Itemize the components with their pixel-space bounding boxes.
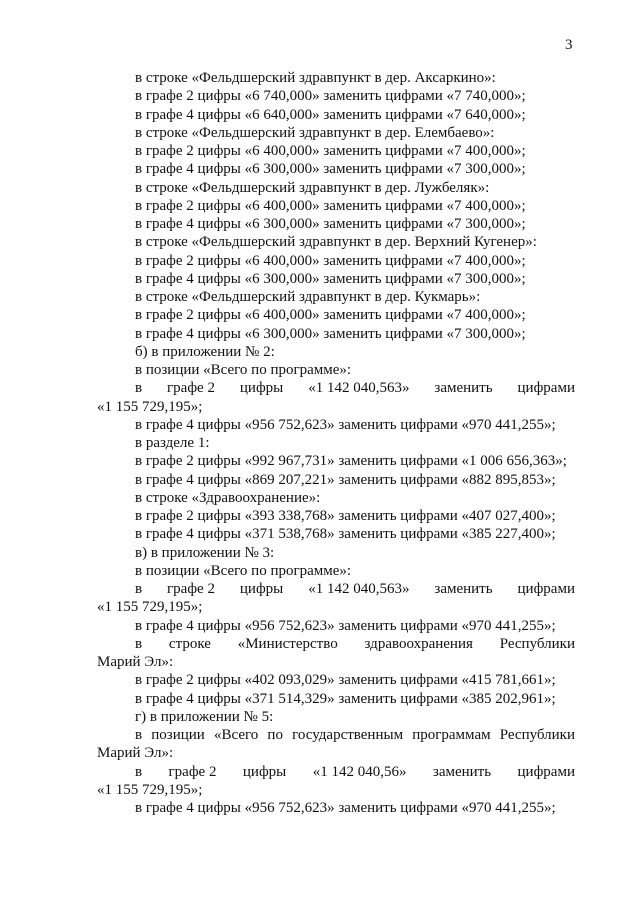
word: заменить [434,380,493,397]
text-line: в строке «Фельдшерский здравпункт в дер. Аксаркино»: [135,70,496,86]
text-line: в строке «Фельдшерский здравпункт в дер. Елембаево»: [135,124,495,141]
text-line: Марий Эл»: [97,745,174,762]
text-line: в графе 4 цифры «956 752,623» заменить цифрами «970 441,255»; [135,800,556,816]
word: графе 2 [167,380,215,397]
word: Республики [499,635,575,652]
word: Республики [499,727,575,743]
text-line: в графе 4 цифры «371 514,329» заменить цифрами «385 202,961»; [135,690,556,707]
text-line: «1 155 729,195»; [97,781,203,798]
text-line: в графе 2 цифры «992 967,731» заменить цифрами «1 006 656,363»; [135,453,567,470]
word: программам [412,727,491,743]
text-line: в графе 4 цифры «371 538,768» заменить цифрами «385 227,400»; [135,526,556,543]
text-line: б) в приложении № 2: [135,343,275,360]
text-line: в графе 4 цифры «6 640,000» заменить цифрами «7 640,000»; [135,106,526,123]
word: графе 2 [168,763,217,780]
word: по [267,727,283,743]
text-line: в разделе 1: [135,435,210,451]
text-line [97,635,575,653]
text-line [97,379,575,397]
word: «Министерство [237,635,338,652]
text-line: в позиции «Всего по программе»: [135,362,352,378]
text-line: в графе 2 цифры «6 400,000» заменить цифрами «7 400,000»; [135,307,526,324]
word: государственным [292,727,404,743]
text-line: в графе 4 цифры «6 300,000» заменить цифрами «7 300,000»; [135,325,526,342]
word: цифры [239,581,284,597]
text-line: в графе 2 цифры «402 093,029» заменить цифрами «415 781,661»; [135,672,556,689]
word: заменить [434,581,493,597]
word: здравоохранения [364,635,473,652]
text-line: «1 155 729,195»; [97,398,203,415]
text-line: в графе 4 цифры «956 752,623» заменить цифрами «970 441,255»; [135,617,556,634]
text-line: в) в приложении № 3: [135,544,275,561]
text-line: «1 155 729,195»; [97,599,203,616]
word: заменить [432,763,492,780]
text-line: в графе 2 цифры «6 740,000» заменить цифрами «7 740,000»; [135,88,526,105]
word: цифры [242,763,287,780]
word: в [135,635,143,652]
word: в [135,581,143,597]
text-line: в строке «Фельдшерский здравпункт в дер. Верхний Кугенер»: [135,234,537,251]
text-line: в позиции «Всего по программе»: [135,562,352,579]
word: «Всего [213,727,259,743]
text-line: в графе 4 цифры «956 752,623» заменить цифрами «970 441,255»; [135,416,556,433]
text-line: в строке «Фельдшерский здравпункт в дер. Лужбеляк»: [135,179,490,196]
text-line [97,580,575,598]
word: «1 142 040,563» [308,581,410,597]
word: цифрами [517,380,575,397]
word: графе 2 [167,581,215,597]
text-line: в графе 2 цифры «6 400,000» заменить цифрами «7 400,000»; [135,197,526,214]
word: позиции [151,727,205,743]
document-body [97,69,575,817]
text-line: в графе 2 цифры «393 338,768» заменить цифрами «407 027,400»; [135,508,556,524]
text-line [97,763,575,781]
word: «1 142 040,563» [308,380,410,397]
text-line: в графе 4 цифры «6 300,000» заменить цифрами «7 300,000»; [135,216,526,232]
word: цифры [239,380,284,397]
word: строке [168,635,211,652]
text-line: в строке «Здравоохранение»: [135,489,321,506]
page-number: 3 [565,37,573,53]
text-line: г) в приложении № 5: [135,708,274,725]
text-line [97,726,575,744]
word: «1 142 040,56» [312,763,407,780]
text-line: Марий Эл»: [97,654,174,670]
text-line: в графе 4 цифры «6 300,000» заменить цифрами «7 300,000»; [135,270,526,287]
text-line: в графе 4 цифры «6 300,000» заменить цифрами «7 300,000»; [135,161,526,178]
word: цифрами [517,581,575,597]
word: в [135,763,143,780]
text-line: в строке «Фельдшерский здравпункт в дер. Кукмарь»: [135,289,481,305]
word: в [135,380,143,397]
word: цифрами [517,763,575,780]
word: в [135,727,143,743]
text-line: в графе 4 цифры «869 207,221» заменить цифрами «882 895,853»; [135,471,556,488]
text-line: в графе 2 цифры «6 400,000» заменить цифрами «7 400,000»; [135,252,526,269]
text-line: в графе 2 цифры «6 400,000» заменить цифрами «7 400,000»; [135,143,526,159]
